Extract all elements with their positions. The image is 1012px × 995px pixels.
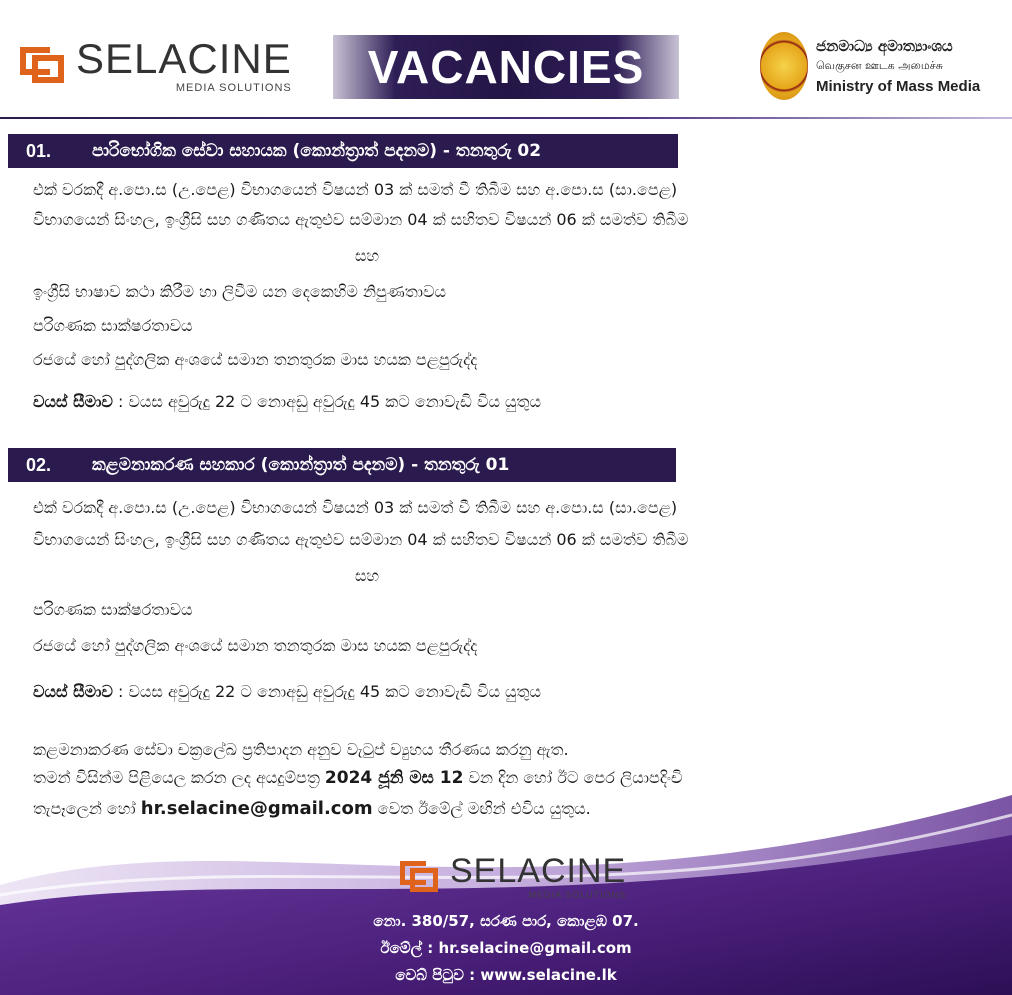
section-1-line: රජයේ හෝ පුද්ගලික අංශයේ සමාන තනතුරක මාස හයක පළපුරුද්ද bbox=[33, 350, 478, 369]
footer-email[interactable]: ඊමේල් : hr.selacine@gmail.com bbox=[380, 939, 632, 957]
section-1-line: විභාගයෙන් සිංහල, ඉංග්‍රීසි සහ ගණිතය ඇතුළුව සම්මාන 04 ක් සහිතව විෂයන් 06 ක් සමත්ව තිබීම bbox=[33, 210, 689, 229]
age-limit-label: වයස් සීමාව bbox=[33, 392, 113, 411]
section-1-title: පාරිභෝගික සේවා සහායක (කොන්ත්‍රාත් පදනම) - තනතුරු 02 bbox=[92, 141, 542, 161]
section-1-age-limit bbox=[33, 392, 541, 412]
footer-address: නො. 380/57, සරණ පාර, කොළඹ 07. bbox=[373, 912, 639, 930]
vacancies-title: VACANCIES bbox=[367, 41, 645, 93]
deadline-date: 2024 ජූනි මස 12 bbox=[324, 768, 464, 788]
section-2-line: විභාගයෙන් සිංහල, ඉංග්‍රීසි සහ ගණිතය ඇතුළුව සම්මාන 04 ක් සහිතව විෂයන් 06 ක් සමත්ව තිබීම bbox=[33, 530, 689, 549]
deadline-text: තමන් විසින්ම පිළියෙල කරන ලද අයදුම්පත්‍ර bbox=[33, 768, 325, 787]
footer-brand-subtitle: MEDIA SOLUTIONS bbox=[528, 890, 627, 900]
section-2-age-limit bbox=[33, 682, 541, 702]
age-limit-text: : වයස අවුරුදු 22 ට නොඅඩු අවුරුදු 45 කට නොවැඩි විය යුතුය bbox=[112, 682, 542, 701]
selacine-logo-mark-icon bbox=[20, 47, 66, 85]
age-limit-text: : වයස අවුරුදු 22 ට නොඅඩු අවුරුදු 45 කට නොවැඩි විය යුතුය bbox=[112, 392, 542, 411]
section-2-number: 02. bbox=[26, 454, 52, 475]
ministry-name-tamil: வெகுசன ஊடக அமைச்சு bbox=[816, 59, 943, 72]
footer-website[interactable]: වෙබ් පිටුව : www.selacine.lk bbox=[395, 966, 617, 984]
section-1-line: පරිගණක සාක්ෂරතාවය bbox=[33, 316, 193, 335]
ministry-name-sinhala: ජනමාධ්‍ය අමාත්‍යාංශය bbox=[816, 37, 953, 55]
section-2-line: පරිගණක සාක්ෂරතාවය bbox=[33, 600, 193, 619]
section-1-heading bbox=[8, 134, 678, 168]
brand-name: SELACINE bbox=[76, 35, 292, 82]
deadline-text-end: වන දින හෝ ඊට පෙර ලියාපදිංචි bbox=[463, 768, 683, 787]
section-1-line: ඉංග්‍රීසි භාෂාව කථා කිරීම හා ලිවීම යන දෙකෙහිම නිපුණතාවය bbox=[33, 282, 447, 301]
selacine-logo-mark-icon bbox=[400, 861, 440, 893]
section-2-heading bbox=[8, 448, 676, 482]
section-1-line: එක් වරකදී අ.පො.ස (උ.පෙළ) විභාගයෙන් විෂයන් 03 ක් සමත් වී තිබීම සහ අ.පො.ස (සා.පෙළ) bbox=[33, 180, 678, 199]
selacine-logo bbox=[20, 35, 292, 94]
ministry-name-english: Ministry of Mass Media bbox=[816, 78, 981, 95]
vacancies-banner bbox=[333, 35, 679, 99]
brand-subtitle: MEDIA SOLUTIONS bbox=[175, 82, 292, 94]
footer-brand-name: SELACINE bbox=[450, 852, 627, 890]
section-2-line: එක් වරකදී අ.පො.ස (උ.පෙළ) විභාගයෙන් විෂයන් 03 ක් සමත් වී තිබීම සහ අ.පො.ස (සා.පෙළ) bbox=[33, 498, 678, 517]
email-prefix: තැපෑලෙන් හෝ bbox=[33, 799, 141, 818]
section-2-line: රජයේ හෝ පුද්ගලික අංශයේ සමාන තනතුරක මාස හයක පළපුරුද්ද bbox=[33, 636, 478, 655]
sri-lanka-emblem-icon bbox=[760, 32, 808, 100]
section-2-line: සහ bbox=[355, 566, 380, 585]
ministry-logo bbox=[760, 32, 980, 100]
section-2-title: කළමනාකරණ සහකාර (කොන්ත්‍රාත් පදනම) - තනතුරු 01 bbox=[92, 455, 510, 475]
age-limit-label: වයස් සීමාව bbox=[33, 682, 113, 701]
email-link[interactable]: hr.selacine@gmail.com bbox=[140, 798, 373, 819]
header-divider bbox=[0, 117, 1012, 119]
section-1-line: සහ bbox=[355, 246, 380, 265]
salary-notice: කළමනාකරණ සේවා චක්‍රලේඛ ප්‍රතිපාදන අනුව වැටුප් ව්‍යුහය තීරණය කරනු ඇත. bbox=[33, 740, 569, 759]
section-1-number: 01. bbox=[26, 140, 52, 161]
email-suffix: වෙත ඊමේල් මඟින් එවිය යුතුය. bbox=[372, 799, 591, 818]
footer-selacine-logo bbox=[400, 854, 626, 900]
